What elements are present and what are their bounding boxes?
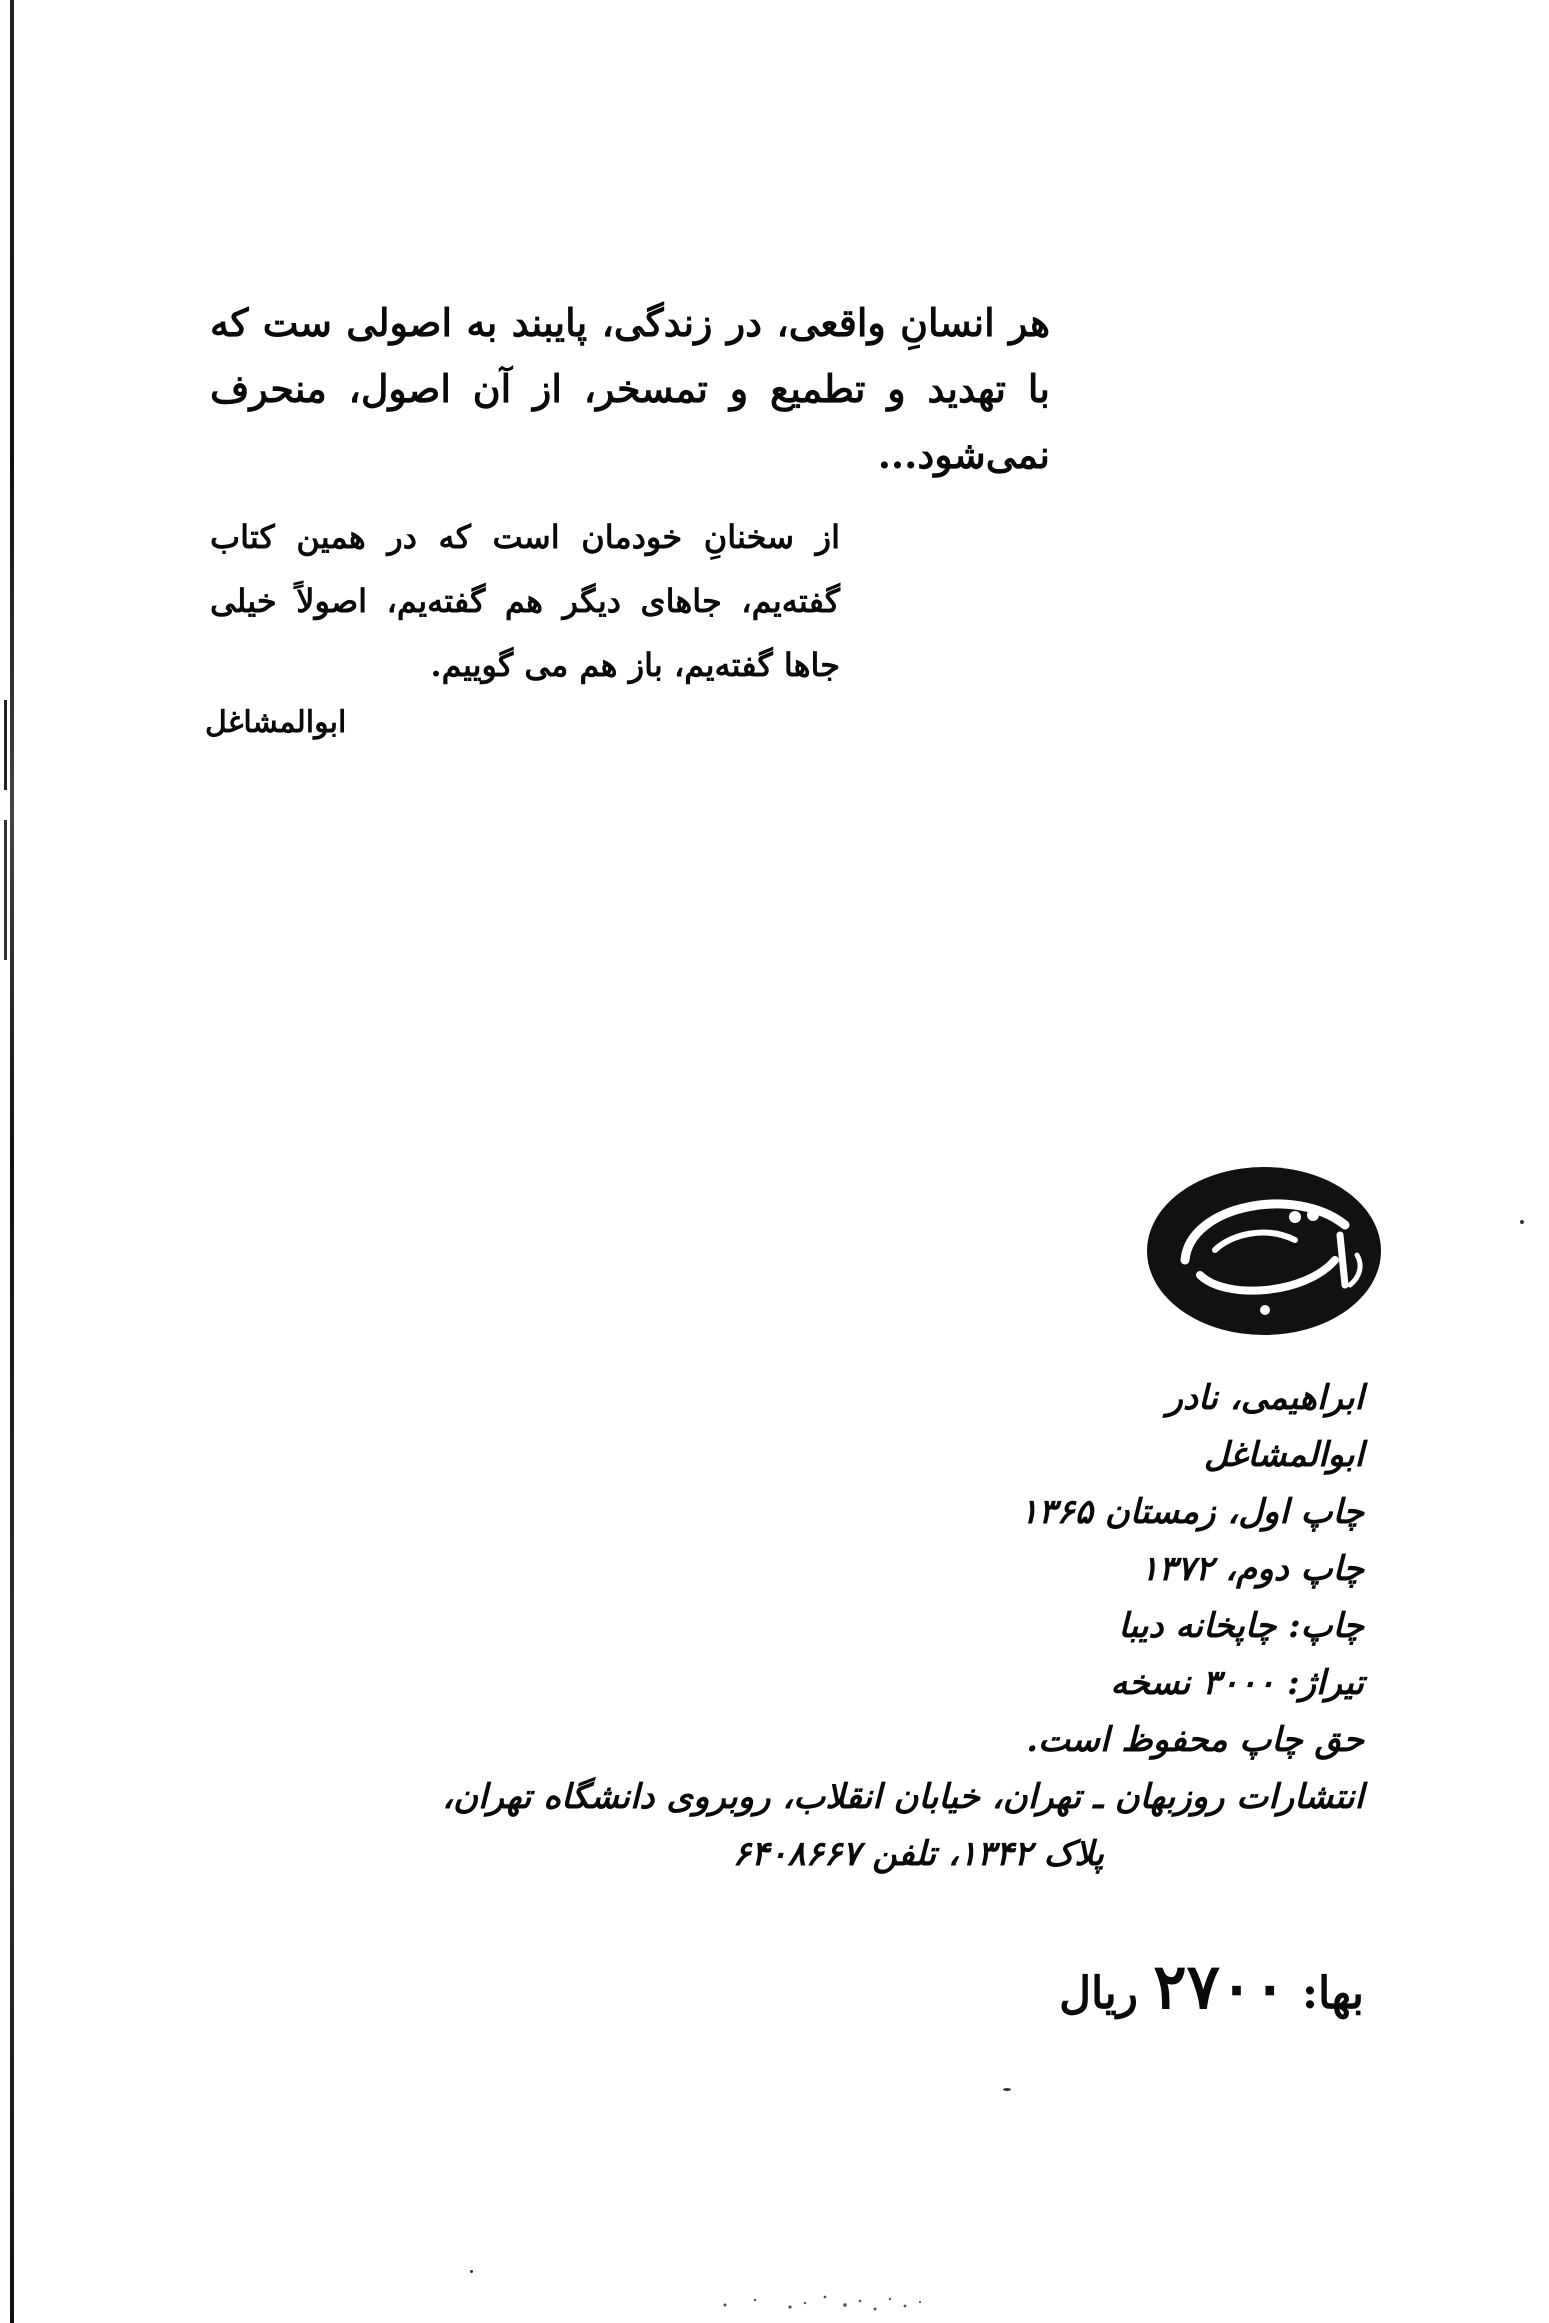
quote-paragraph: از سخنانِ خودمان است که در همین کتاب گفته‌یم، جاهای دیگر هم گفته‌یم، اصولاً خیلی جاها گفته‌یم، باز هم می گوییم. bbox=[210, 518, 840, 684]
price-label: بها: bbox=[1301, 1968, 1364, 2019]
ink-speck bbox=[470, 2270, 473, 2273]
page-edge-mark bbox=[4, 820, 7, 960]
motto-paragraph: هر انسانِ واقعی، در زندگی، پایبند به اصولی ست که با تهدید و تطمیع و تمسخر، از آن اصول، منحرف نمی‌شود... bbox=[210, 300, 1050, 477]
ink-speck bbox=[1003, 2088, 1011, 2091]
scan-noise bbox=[715, 2285, 935, 2315]
colophon-block bbox=[364, 1370, 1364, 1883]
price-unit: ریال bbox=[1059, 1968, 1138, 2019]
colophon-copyright: حق چاپ محفوظ است. bbox=[1026, 1720, 1364, 1760]
colophon-first-edition: چاپ اول، زمستان ۱۳۶۵ bbox=[1019, 1492, 1364, 1532]
colophon-title: ابوالمشاغل bbox=[1203, 1435, 1364, 1475]
colophon-publisher-phone: پلاک ۱۳۴۲، تلفن ۶۴۰۸۶۶۷ bbox=[732, 1834, 1104, 1874]
colophon-publisher-address: انتشارات روزبهان ـ تهران، خیابان انقلاب، روبروی دانشگاه تهران، bbox=[442, 1777, 1364, 1817]
page-binding-edge bbox=[10, 0, 14, 2323]
colophon-print-run: تیراژ: ۳۰۰۰ نسخه bbox=[1110, 1663, 1364, 1703]
publisher-logo-icon bbox=[1145, 1165, 1383, 1337]
colophon-second-edition: چاپ دوم، ۱۳۷۲ bbox=[1140, 1549, 1364, 1589]
page-edge-mark bbox=[4, 700, 7, 790]
colophon-author: ابراهیمی، نادر bbox=[1166, 1378, 1364, 1418]
price-amount: ۲۷۰۰ bbox=[1153, 1950, 1287, 2023]
ink-speck bbox=[1520, 1220, 1524, 1224]
colophon-printer: چاپ: چاپخانه دیبا bbox=[1118, 1606, 1364, 1646]
price-line bbox=[764, 1950, 1364, 2023]
quote-signature: ابوالمشاغل bbox=[205, 705, 347, 740]
